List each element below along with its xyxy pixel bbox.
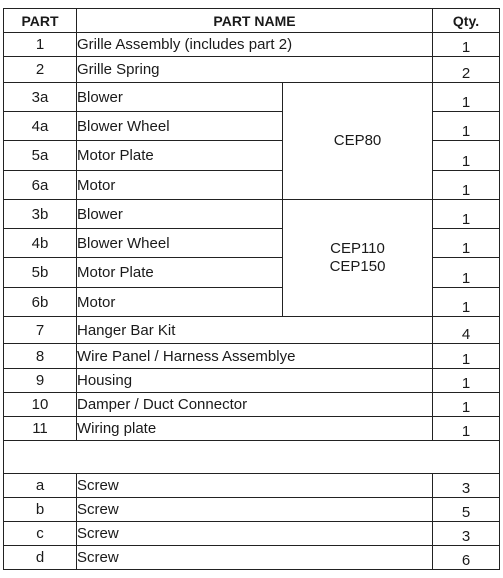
- part-column-header: PART: [4, 9, 77, 33]
- part-number: 5b: [4, 258, 77, 288]
- table-row: [4, 522, 500, 546]
- part-name: Motor: [77, 288, 283, 317]
- part-qty: 1: [433, 393, 500, 417]
- part-number: 3b: [4, 200, 77, 229]
- part-number: 2: [4, 57, 77, 83]
- part-number: 1: [4, 33, 77, 57]
- model-label: CEP80: [333, 132, 382, 149]
- part-qty: 1: [433, 83, 500, 112]
- table-row: [4, 200, 500, 229]
- table-row: [4, 546, 500, 570]
- part-number: c: [4, 522, 77, 546]
- part-number: 3a: [4, 83, 77, 112]
- part-number: 9: [4, 369, 77, 393]
- part-name: Blower Wheel: [77, 112, 283, 141]
- table-row: [4, 369, 500, 393]
- part-number: 11: [4, 417, 77, 441]
- table-header-row: [4, 9, 500, 33]
- model-label: CEP150: [329, 258, 386, 275]
- part-name: Grille Assembly (includes part 2): [77, 33, 433, 57]
- part-qty: 1: [433, 258, 500, 288]
- part-qty: 1: [433, 344, 500, 369]
- table-row: [4, 83, 500, 112]
- table-row: [4, 417, 500, 441]
- part-number: 10: [4, 393, 77, 417]
- table-separator-row: [4, 441, 500, 474]
- part-name: Screw: [77, 498, 433, 522]
- part-name: Damper / Duct Connector: [77, 393, 433, 417]
- part-name-column-header: PART NAME: [77, 9, 433, 33]
- part-qty: 1: [433, 33, 500, 57]
- model-label: CEP110: [330, 240, 385, 257]
- part-qty: 1: [433, 112, 500, 141]
- part-name: Blower: [77, 83, 283, 112]
- part-name: Screw: [77, 474, 433, 498]
- part-name: Motor Plate: [77, 141, 283, 171]
- part-name: Motor Plate: [77, 258, 283, 288]
- table-row: [4, 317, 500, 344]
- part-qty: 1: [433, 369, 500, 393]
- model-group-cell: [283, 200, 433, 317]
- part-name: Housing: [77, 369, 433, 393]
- part-number: d: [4, 546, 77, 570]
- part-name: Blower: [77, 200, 283, 229]
- part-qty: 1: [433, 141, 500, 171]
- part-qty: 2: [433, 57, 500, 83]
- part-number: a: [4, 474, 77, 498]
- part-name: Wiring plate: [77, 417, 433, 441]
- part-qty: 1: [433, 200, 500, 229]
- part-number: 8: [4, 344, 77, 369]
- part-number: 7: [4, 317, 77, 344]
- part-qty: 1: [433, 229, 500, 258]
- part-qty: 5: [433, 498, 500, 522]
- parts-list-table: [3, 8, 500, 570]
- part-number: 6b: [4, 288, 77, 317]
- part-number: 4a: [4, 112, 77, 141]
- part-name: Screw: [77, 522, 433, 546]
- part-name: Wire Panel / Harness Assemblye: [77, 344, 433, 369]
- part-number: b: [4, 498, 77, 522]
- model-group-cell: [283, 83, 433, 200]
- part-name: Motor: [77, 171, 283, 200]
- part-qty: 6: [433, 546, 500, 570]
- part-name: Hanger Bar Kit: [77, 317, 433, 344]
- part-name: Screw: [77, 546, 433, 570]
- part-name: Grille Spring: [77, 57, 433, 83]
- table-row: [4, 33, 500, 57]
- blank-separator: [4, 441, 500, 474]
- part-qty: 1: [433, 171, 500, 200]
- table-row: [4, 498, 500, 522]
- table-row: [4, 57, 500, 83]
- part-qty: 4: [433, 317, 500, 344]
- part-number: 5a: [4, 141, 77, 171]
- part-name: Blower Wheel: [77, 229, 283, 258]
- part-number: 6a: [4, 171, 77, 200]
- table-row: [4, 344, 500, 369]
- table-row: [4, 393, 500, 417]
- part-qty: 1: [433, 417, 500, 441]
- part-qty: 3: [433, 474, 500, 498]
- part-qty: 3: [433, 522, 500, 546]
- part-number: 4b: [4, 229, 77, 258]
- part-qty: 1: [433, 288, 500, 317]
- qty-column-header: Qty.: [433, 9, 500, 33]
- table-row: [4, 474, 500, 498]
